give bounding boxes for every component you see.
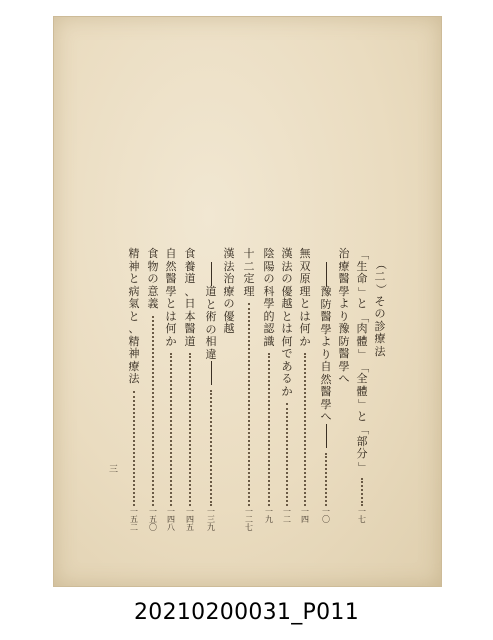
image-caption: 20210200031_P011: [133, 600, 360, 625]
toc-entry-title: 「 生 命 」 と 「 肉 體 」 「 全 體 」 と 「 部 分 」: [356, 248, 370, 473]
toc-entry-title: 十 二 定 理: [243, 247, 255, 298]
toc-entry-title: 食 養 道 、 日 本 醫 道: [184, 247, 196, 348]
toc-entry-title: 食 物 の 意 義: [147, 247, 159, 310]
toc-page-number: 一 四 八: [167, 507, 175, 532]
toc-leader-dots: [325, 451, 329, 509]
toc-entry-title: 無 双 原 理 と は 何 か: [299, 247, 311, 348]
toc-leader-dots: [152, 314, 156, 509]
toc-page-number: 一 四: [301, 507, 309, 524]
toc-entry-title: 漢 法 の 優 越 と は 何 で あ る か: [281, 247, 293, 398]
toc-entry-title: 精 神 と 病 氣 と 、 精 神 療 法: [128, 247, 140, 385]
toc-entry-title: 自 然 醫 學 と は 何 か: [165, 247, 177, 348]
toc-entry-title: 陰 陽 の 科 學 的 認 識: [263, 247, 275, 348]
toc-leader-dots: [286, 401, 290, 508]
toc-entry-title: 治 療 醫 學 よ り 豫 防 醫 學 へ: [338, 247, 350, 385]
toc-leader-dots: [268, 351, 272, 508]
toc-leader-dots: [361, 476, 365, 508]
toc-leader-dots: [304, 351, 308, 508]
toc-page-number: 一 二 七: [245, 507, 253, 532]
toc-page-number: 一 九: [265, 507, 273, 524]
toc-leader-dots: [133, 389, 137, 509]
toc-entry-title: 漢 法 治 療 の 優 越: [223, 247, 235, 335]
folio-number: 三: [109, 465, 119, 475]
toc-page-number: 一 四 五: [186, 507, 194, 532]
toc-entry-title: （ 二 ） そ の 診 療 法: [374, 258, 388, 358]
toc-entry-title: 豫 防 醫 學 よ り 自 然 醫 學 へ: [320, 262, 332, 448]
toc-leader-dots: [210, 388, 214, 508]
toc-leader-dots: [248, 301, 252, 508]
toc-page-number: 一 五 〇: [149, 507, 157, 532]
toc-page-number: 一 七: [358, 507, 366, 524]
toc-leader-dots: [189, 351, 193, 508]
toc-leader-dots: [170, 351, 174, 508]
toc-page-number: 一 〇: [322, 507, 330, 524]
toc-entry-title: 道 と 術 の 相 違: [205, 262, 217, 385]
toc-page-number: 一 二: [283, 507, 291, 524]
toc-page-number: 一 三 九: [207, 507, 215, 532]
toc-page-number: 一 五 二: [130, 507, 138, 532]
